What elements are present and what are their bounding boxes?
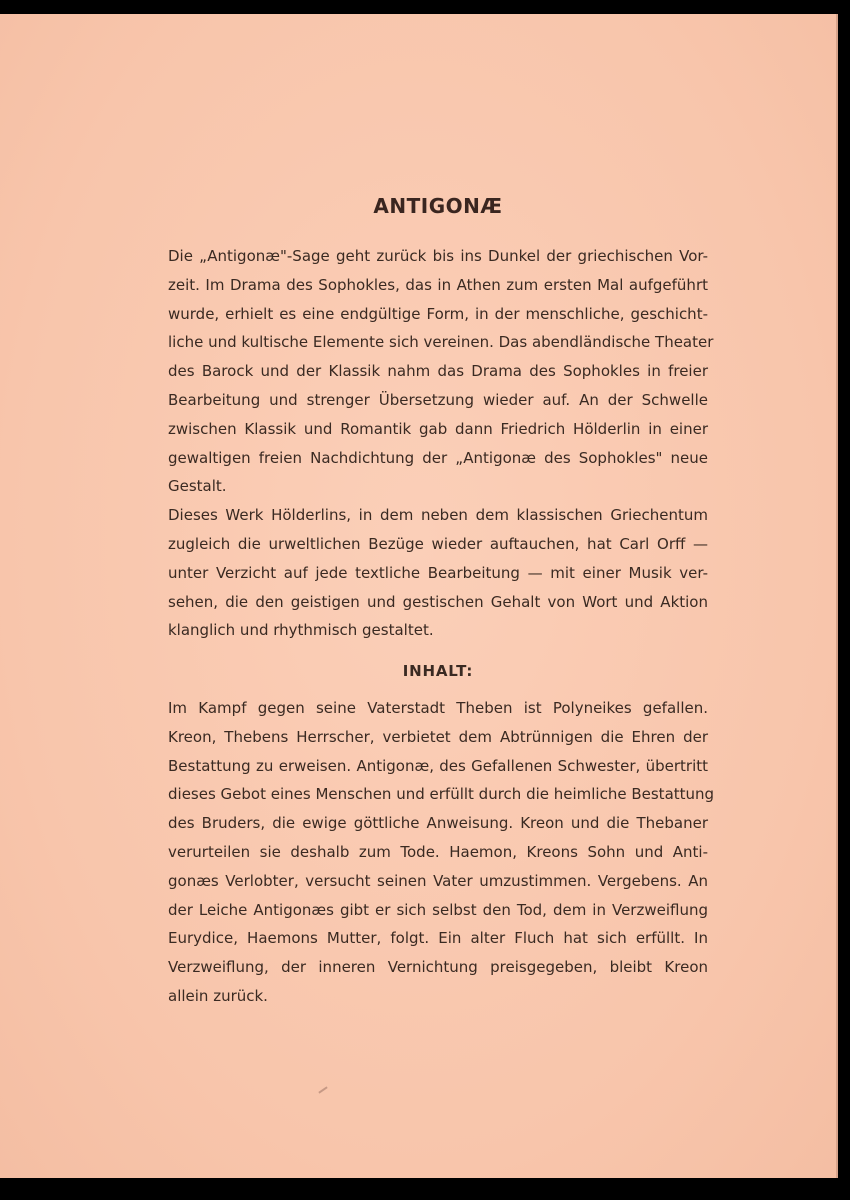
- text-line: Bestattung zu erweisen. Antigonæ, des Gefallenen Schwester, übertritt: [168, 756, 708, 775]
- document-page: [0, 14, 838, 1178]
- text-line: zeit. Im Drama des Sophokles, das in Athen zum ersten Mal aufgeführt: [168, 275, 708, 294]
- text-line: Im Kampf gegen seine Vaterstadt Theben ist Polyneikes gefallen.: [168, 698, 708, 717]
- text-line: Gestalt.: [168, 477, 227, 496]
- text-line: Bearbeitung und strenger Übersetzung wieder auf. An der Schwelle: [168, 390, 708, 409]
- page-title: ANTIGONÆ: [373, 194, 503, 218]
- paper-blemish: [318, 1086, 327, 1093]
- intro-paragraph: [168, 242, 714, 501]
- text-line: wurde, erhielt es eine endgültige Form, in der menschliche, geschicht-: [168, 304, 708, 323]
- text-line: sehen, die den geistigen und gestischen Gehalt von Wort und Aktion: [168, 592, 708, 611]
- text-line: Eurydice, Haemons Mutter, folgt. Ein alter Fluch hat sich erfüllt. In: [168, 929, 708, 948]
- inhalt-heading: INHALT:: [402, 662, 474, 681]
- text-line: verurteilen sie deshalb zum Tode. Haemon, Kreons Sohn und Anti-: [168, 842, 708, 861]
- text-line: gewaltigen freien Nachdichtung der „Antigonæ des Sophokles" neue: [168, 448, 708, 467]
- text-line: dieses Gebot eines Menschen und erfüllt durch die heimliche Bestattung: [168, 785, 715, 804]
- text-line: des Bruders, die ewige göttliche Anweisung. Kreon und die Thebaner: [168, 814, 708, 833]
- text-line: des Barock und der Klassik nahm das Drama des Sophokles in freier: [168, 362, 708, 381]
- text-line: Verzweiflung, der inneren Vernichtung preisgegeben, bleibt Kreon: [168, 958, 708, 977]
- text-line: unter Verzicht auf jede textliche Bearbeitung — mit einer Musik ver-: [168, 563, 708, 582]
- text-line: zwischen Klassik und Romantik gab dann Friedrich Hölderlin in einer: [168, 419, 708, 438]
- text-line: klanglich und rhythmisch gestaltet.: [168, 621, 434, 640]
- text-line: Kreon, Thebens Herrscher, verbietet dem Abtrünnigen die Ehren der: [168, 727, 708, 746]
- inhalt-paragraph: [168, 694, 715, 1011]
- text-line: zugleich die urweltlichen Bezüge wieder auftauchen, hat Carl Orff —: [168, 534, 708, 553]
- text-line: allein zurück.: [168, 986, 268, 1005]
- text-line: Die „Antigonæ"-Sage geht zurück bis ins Dunkel der griechischen Vor-: [168, 247, 708, 265]
- text-line: der Leiche Antigonæs gibt er sich selbst den Tod, dem in Verzweiflung: [168, 900, 708, 919]
- text-line: liche und kultische Elemente sich vereinen. Das abendländische Theater: [168, 333, 714, 352]
- text-line: Dieses Werk Hölderlins, in dem neben dem klassischen Griechentum: [168, 506, 708, 525]
- text-line: gonæs Verlobter, versucht seinen Vater umzustimmen. Vergebens. An: [168, 871, 708, 890]
- page-content: [168, 180, 715, 1011]
- second-paragraph: [168, 501, 708, 645]
